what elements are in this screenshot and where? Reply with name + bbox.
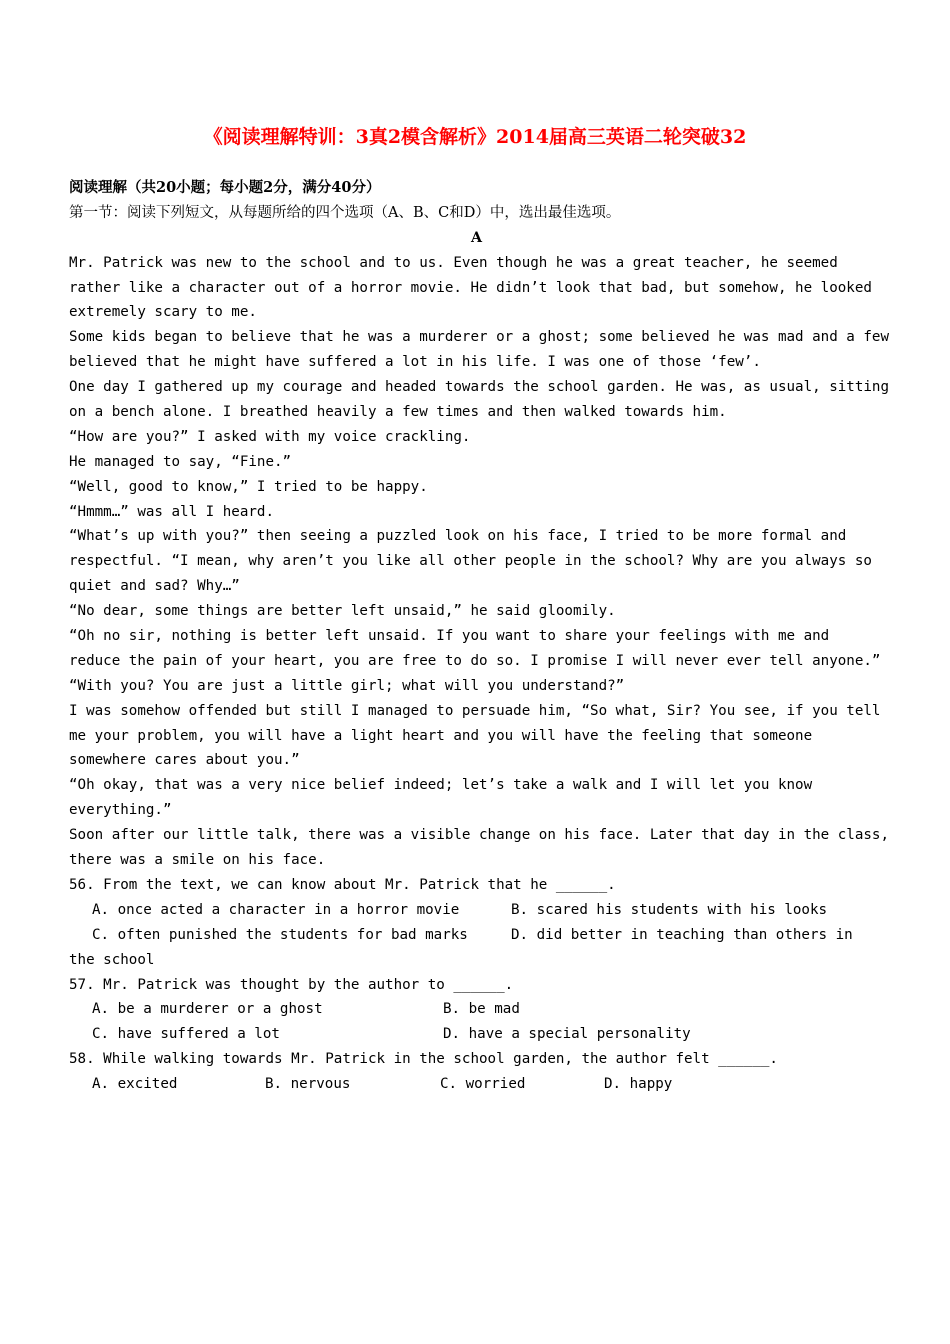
option-c: C. worried xyxy=(440,1076,526,1093)
passage-line: everything.” xyxy=(69,802,172,819)
option-d-continued: the school xyxy=(69,951,155,968)
passage-line: One day I gathered up my courage and headed towards the school garden. He was, as usual, sitting xyxy=(69,379,889,396)
passage-line: respectful. “I mean, why aren’t you like all other people in the school? Why are you always so xyxy=(69,553,872,570)
passage-line: “How are you?” I asked with my voice crackling. xyxy=(69,428,471,445)
option-b: B. be mad xyxy=(443,1001,520,1018)
instruction-text: 第一节：阅读下列短文，从每题所给的四个选项（A、B、C和D）中，选出最佳选项。 xyxy=(69,204,621,221)
question-57 xyxy=(69,973,884,1048)
question-stem: 57. Mr. Patrick was thought by the author to ______. xyxy=(69,976,514,993)
document-body xyxy=(69,176,889,1097)
passage-line: “Hmmm…” was all I heard. xyxy=(69,503,274,520)
passage-line: on a bench alone. I breathed heavily a few times and then walked towards him. xyxy=(69,404,727,421)
option-row xyxy=(69,923,884,948)
question-58 xyxy=(69,1047,884,1097)
passage-line: “Well, good to know,” I tried to be happy. xyxy=(69,478,428,495)
passage-line: there was a smile on his face. xyxy=(69,852,326,869)
passage xyxy=(69,251,889,873)
question-56 xyxy=(69,873,884,973)
passage-line: “What’s up with you?” then seeing a puzzled look on his face, I tried to be more formal and xyxy=(69,528,847,545)
option-d: D. have a special personality xyxy=(443,1026,691,1043)
passage-line: Some kids began to believe that he was a murderer or a ghost; some believed he was mad and a few xyxy=(69,329,889,346)
option-b: B. nervous xyxy=(265,1076,351,1093)
section-heading: 阅读理解（共20小题；每小题2分，满分40分） xyxy=(69,179,381,196)
question-stem: 58. While walking towards Mr. Patrick in the school garden, the author felt ______. xyxy=(69,1051,778,1068)
passage-line: rather like a character out of a horror movie. He didn’t look that bad, but somehow, he looked xyxy=(69,279,872,296)
passage-line: quiet and sad? Why…” xyxy=(69,578,240,595)
passage-line: “Oh no sir, nothing is better left unsaid. If you want to share your feelings with me and xyxy=(69,628,830,645)
option-c: C. often punished the students for bad marks xyxy=(92,926,468,943)
passage-line: somewhere cares about you.” xyxy=(69,752,300,769)
passage-line: believed that he might have suffered a lot in his life. I was one of those ‘few’. xyxy=(69,354,761,371)
passage-line: “No dear, some things are better left unsaid,” he said gloomily. xyxy=(69,603,616,620)
option-a: A. excited xyxy=(92,1076,178,1093)
document-title: 《阅读理解特训：3真2模含解析》2014届高三英语二轮突破32 xyxy=(203,126,747,148)
passage-line: Mr. Patrick was new to the school and to us. Even though he was a great teacher, he seemed xyxy=(69,254,838,271)
passage-line: “Oh okay, that was a very nice belief indeed; let’s take a walk and I will let you know xyxy=(69,777,813,794)
question-stem: 56. From the text, we can know about Mr. Patrick that he ______. xyxy=(69,876,616,893)
option-c: C. have suffered a lot xyxy=(92,1026,280,1043)
passage-line: I was somehow offended but still I managed to persuade him, “So what, Sir? You see, if you tell xyxy=(69,702,881,719)
passage-line: Soon after our little talk, there was a visible change on his face. Later that day in the class, xyxy=(69,827,889,844)
option-d: D. happy xyxy=(604,1076,673,1093)
option-b: B. scared his students with his looks xyxy=(511,901,828,918)
option-row xyxy=(69,997,884,1022)
passage-line: reduce the pain of your heart, you are free to do so. I promise I will never ever tell anyone.” xyxy=(69,652,881,669)
option-row xyxy=(69,898,884,923)
option-a: A. once acted a character in a horror movie xyxy=(92,901,460,918)
option-d: D. did better in teaching than others in xyxy=(511,926,853,943)
passage-label: A xyxy=(470,229,482,246)
option-a: A. be a murderer or a ghost xyxy=(92,1001,323,1018)
passage-line: extremely scary to me. xyxy=(69,304,257,321)
passage-line: He managed to say, “Fine.” xyxy=(69,453,292,470)
option-row xyxy=(69,1022,884,1047)
option-row xyxy=(69,1072,884,1097)
passage-line: “With you? You are just a little girl; what will you understand?” xyxy=(69,677,625,694)
passage-line: me your problem, you will have a light heart and you will have the feeling that someone xyxy=(69,727,813,744)
